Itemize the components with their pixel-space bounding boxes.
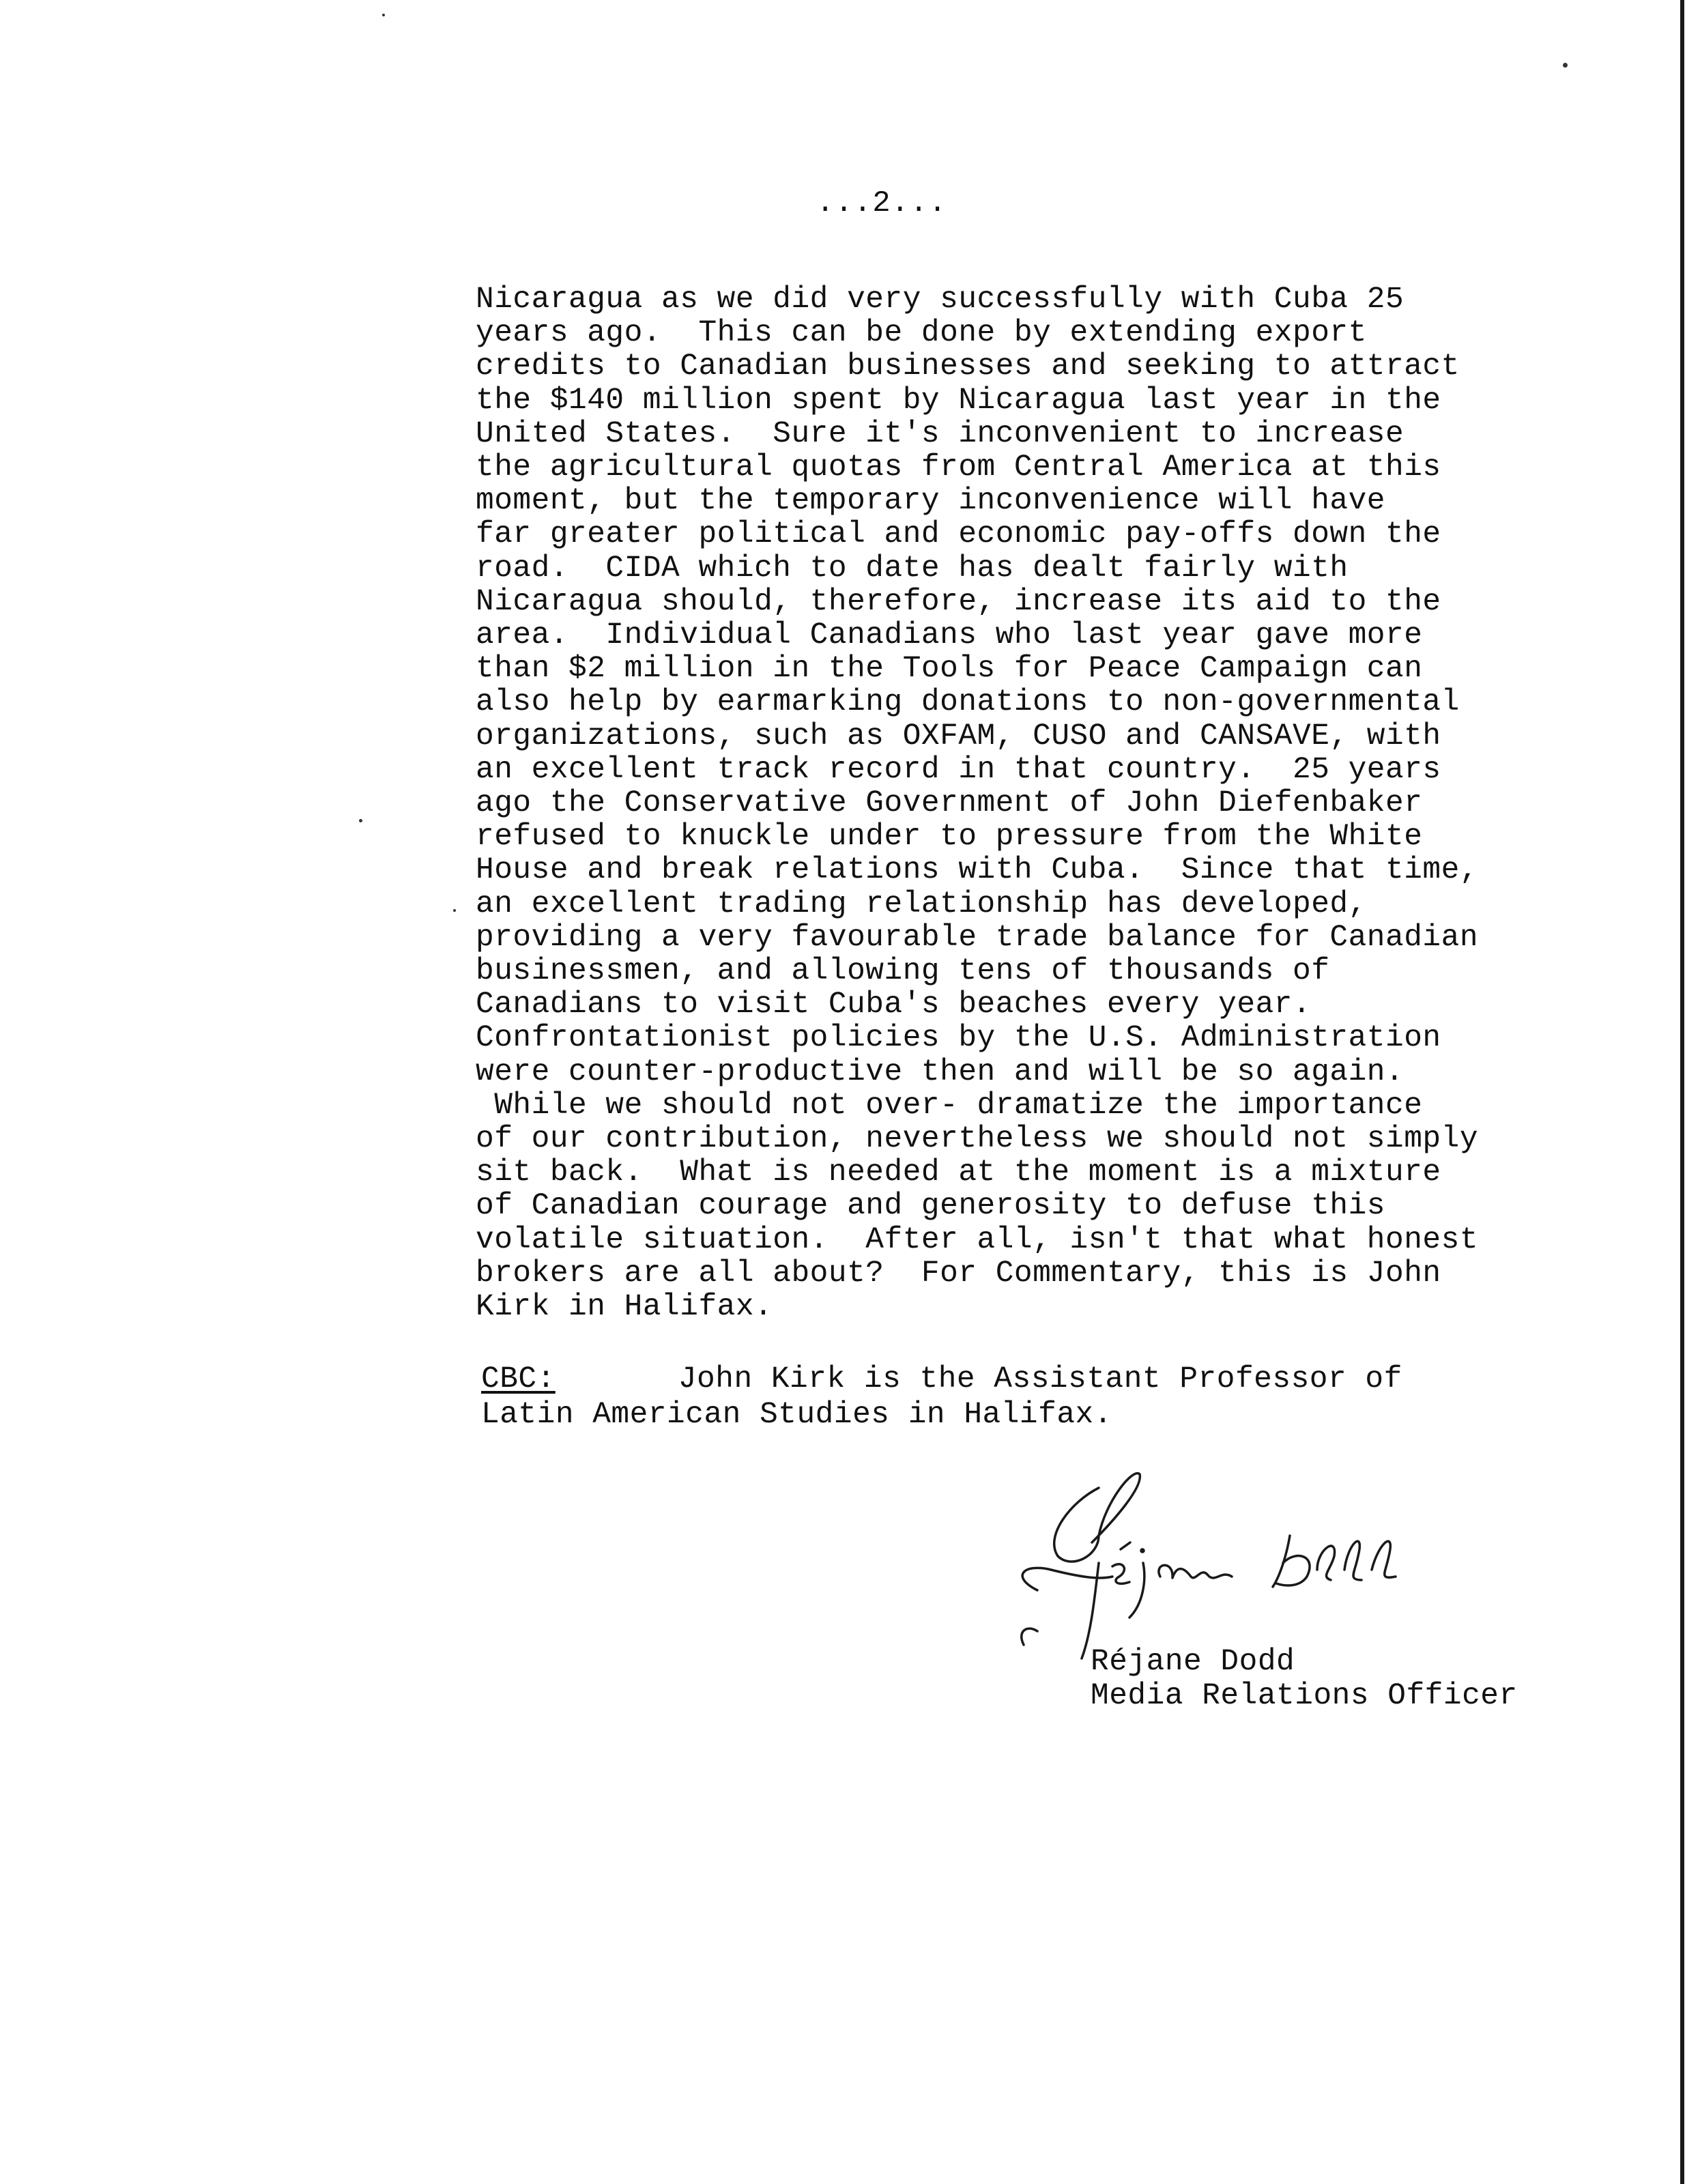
- body-line: While we should not over- dramatize the importance: [476, 1088, 1423, 1123]
- body-line: of Canadian courage and generosity to defuse this: [476, 1189, 1386, 1224]
- body-line: the agricultural quotas from Central America at this: [476, 450, 1441, 485]
- body-line: volatile situation. After all, isn't that what honest: [476, 1222, 1479, 1257]
- cbc-line-1: [481, 1362, 1402, 1397]
- commentary-body: [476, 283, 1478, 1324]
- body-line: far greater political and economic pay-offs down the: [476, 517, 1441, 552]
- signer-name: Réjane Dodd: [1091, 1645, 1295, 1679]
- body-line: of our contribution, nevertheless we should not simply: [476, 1122, 1479, 1157]
- page-number: ...2...: [816, 186, 947, 220]
- body-line: ago the Conservative Government of John Diefenbaker: [476, 786, 1423, 821]
- body-line: businessmen, and allowing tens of thousands of: [476, 954, 1330, 989]
- body-line: the $140 million spent by Nicaragua last year in the: [476, 383, 1441, 418]
- scan-speck: [1563, 63, 1568, 68]
- body-line: credits to Canadian businesses and seeking to attract: [476, 349, 1460, 384]
- body-line: years ago. This can be done by extending export: [476, 316, 1367, 351]
- scan-speck: [359, 819, 362, 822]
- handwritten-signature: [996, 1461, 1447, 1665]
- body-line: brokers are all about? For Commentary, this is John: [476, 1256, 1441, 1291]
- body-line: moment, but the temporary inconvenience will have: [476, 484, 1386, 519]
- body-line: also help by earmarking donations to non-governmental: [476, 685, 1460, 720]
- signer-title: Media Relations Officer: [1091, 1679, 1518, 1713]
- body-line: Confrontationist policies by the U.S. Administration: [476, 1021, 1441, 1056]
- body-line: than $2 million in the Tools for Peace Campaign can: [476, 652, 1423, 687]
- scan-edge-border: [1680, 0, 1684, 2184]
- body-line: an excellent trading relationship has developed,: [476, 887, 1367, 921]
- cbc-note: [481, 1362, 1402, 1433]
- body-line: area. Individual Canadians who last year gave more: [476, 618, 1423, 653]
- body-line: sit back. What is needed at the moment is a mixture: [476, 1155, 1441, 1190]
- scan-speck: [382, 14, 385, 16]
- body-line: road. CIDA which to date has dealt fairly with: [476, 551, 1349, 586]
- body-line: House and break relations with Cuba. Since that time,: [476, 853, 1479, 888]
- cbc-text-2: Latin American Studies in Halifax.: [481, 1398, 1112, 1432]
- scan-speck: [453, 909, 456, 912]
- body-line: Nicaragua as we did very successfully with Cuba 25: [476, 283, 1404, 317]
- cbc-label: CBC:: [481, 1362, 556, 1396]
- signer-block: [1091, 1645, 1518, 1713]
- body-line: Nicaragua should, therefore, increase its aid to the: [476, 584, 1441, 619]
- cbc-text-1: John Kirk is the Assistant Professor of: [678, 1362, 1402, 1396]
- body-line: were counter-productive then and will be so again.: [476, 1054, 1404, 1089]
- body-line: United States. Sure it's inconvenient to increase: [476, 416, 1404, 451]
- body-line: Kirk in Halifax.: [476, 1290, 773, 1325]
- body-line: organizations, such as OXFAM, CUSO and CANSAVE, with: [476, 719, 1441, 753]
- body-line: providing a very favourable trade balance for Canadian: [476, 920, 1479, 955]
- body-line: Canadians to visit Cuba's beaches every year.: [476, 988, 1312, 1022]
- body-line: an excellent track record in that country. 25 years: [476, 752, 1441, 787]
- body-line: refused to knuckle under to pressure from the White: [476, 820, 1423, 854]
